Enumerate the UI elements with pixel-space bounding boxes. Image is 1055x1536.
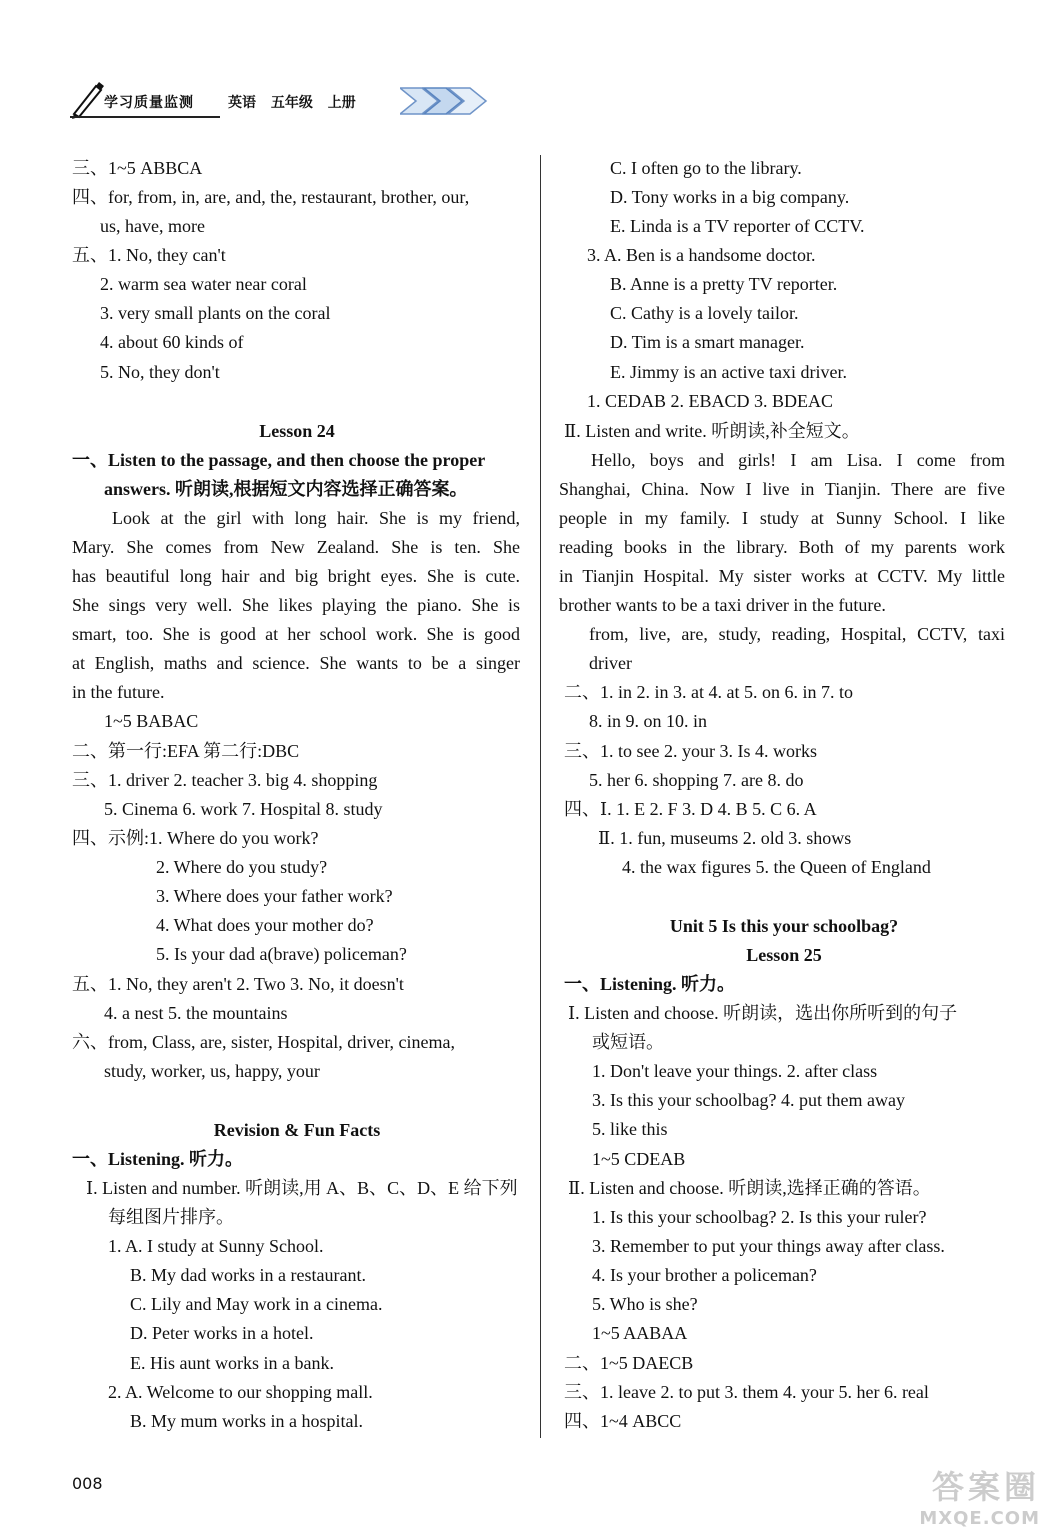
passage-line: in the future. bbox=[72, 682, 165, 702]
answer-line: E. Jimmy is an active taxi driver. bbox=[610, 362, 847, 382]
answer-line: E. His aunt works in a bank. bbox=[130, 1353, 334, 1373]
answer-line: 二、第一行:EFA 第二行:DBC bbox=[72, 741, 300, 761]
passage-line: in Tianjin Hospital. My sister works at CCTV. My little bbox=[559, 566, 1005, 586]
answer-line: 3. Remember to put your things away after class. bbox=[592, 1236, 945, 1256]
question-heading: 一、Listening. 听力。 bbox=[72, 1149, 244, 1169]
section-heading: Lesson 24 bbox=[259, 421, 335, 441]
passage-line: She sings very well. She likes playing the piano. She is bbox=[72, 595, 520, 615]
answer-line: 3. Where does your father work? bbox=[156, 886, 393, 906]
answer-line: us, have, more bbox=[100, 216, 205, 236]
answer-line: 5. No, they don't bbox=[100, 362, 220, 382]
passage-line: at English, maths and science. She wants to be a singer bbox=[72, 653, 520, 673]
answer-line: 1. Don't leave your things. 2. after class bbox=[592, 1061, 878, 1081]
answer-line: 4. the wax figures 5. the Queen of England bbox=[622, 857, 931, 877]
answer-line: 8. in 9. on 10. in bbox=[589, 711, 708, 731]
answer-line: B. Anne is a pretty TV reporter. bbox=[610, 274, 838, 294]
answer-line: 2. A. Welcome to our shopping mall. bbox=[108, 1382, 373, 1402]
answer-line: 二、1~5 DAECB bbox=[564, 1353, 694, 1373]
answer-line: 四、1~4 ABCC bbox=[564, 1411, 682, 1431]
answer-line: D. Peter works in a hotel. bbox=[130, 1323, 314, 1343]
answer-line: C. Cathy is a lovely tailor. bbox=[610, 303, 799, 323]
passage-line: Mary. She comes from New Zealand. She is ten. She bbox=[72, 537, 520, 557]
answer-line: 5. like this bbox=[592, 1119, 668, 1139]
answer-line: 2. warm sea water near coral bbox=[100, 274, 307, 294]
answer-line: 二、1. in 2. in 3. at 4. at 5. on 6. in 7. to bbox=[564, 682, 853, 702]
answer-line: 4. a nest 5. the mountains bbox=[104, 1003, 288, 1023]
passage-line: brother wants to be a taxi driver in the future. bbox=[559, 595, 886, 615]
pen-icon bbox=[70, 80, 104, 120]
answer-line: 三、1. to see 2. your 3. Is 4. works bbox=[564, 741, 817, 761]
section-heading: Lesson 25 bbox=[746, 945, 822, 965]
answer-line: 5. her 6. shopping 7. are 8. do bbox=[589, 770, 804, 790]
answer-line: 1~5 CDEAB bbox=[592, 1149, 686, 1169]
passage-line: Look at the girl with long hair. She is my friend, bbox=[112, 508, 520, 528]
answer-line: 五、1. No, they aren't 2. Two 3. No, it doesn't bbox=[72, 974, 404, 994]
answer-line: 3. A. Ben is a handsome doctor. bbox=[587, 245, 816, 265]
answer-line: 三、1. driver 2. teacher 3. big 4. shopping bbox=[72, 770, 378, 790]
subject-grade: 英语 五年级 上册 bbox=[228, 95, 356, 111]
passage-line: has beautiful long hair and big bright eyes. She is cute. bbox=[72, 566, 520, 586]
answer-line: E. Linda is a TV reporter of CCTV. bbox=[610, 216, 865, 236]
answer-line: 五、1. No, they can't bbox=[72, 245, 226, 265]
answer-line: 四、for, from, in, are, and, the, restaurant, brother, our, bbox=[72, 187, 470, 207]
answer-line: driver bbox=[589, 653, 632, 673]
question-heading: 一、Listening. 听力。 bbox=[564, 974, 736, 994]
answer-line: study, worker, us, happy, your bbox=[104, 1061, 320, 1081]
passage-line: smart, too. She is good at her school work. She is good bbox=[72, 624, 520, 644]
header-rule bbox=[70, 116, 220, 118]
answer-line: 3. Is this your schoolbag? 4. put them away bbox=[592, 1090, 905, 1110]
watermark-url: MXQE.COM bbox=[919, 1508, 1040, 1529]
answer-line: 1. Is this your schoolbag? 2. Is this your ruler? bbox=[592, 1207, 927, 1227]
answer-line: from, live, are, study, reading, Hospital, CCTV, taxi bbox=[589, 624, 1005, 644]
answer-line: 1. CEDAB 2. EBACD 3. BDEAC bbox=[587, 391, 834, 411]
answer-line: 1~5 BABAC bbox=[104, 711, 199, 731]
answer-line: Ⅰ. Listen and choose. 听朗读，选出你所听到的句子 bbox=[568, 1003, 958, 1023]
answer-line: 三、1. leave 2. to put 3. them 4. your 5. her 6. real bbox=[564, 1382, 929, 1402]
answer-line: 2. Where do you study? bbox=[156, 857, 328, 877]
question-heading: Ⅱ. Listen and write. 听朗读,补全短文。 bbox=[564, 421, 860, 441]
answer-line: C. I often go to the library. bbox=[610, 158, 802, 178]
chevron-arrows-icon bbox=[400, 84, 540, 118]
answer-line: B. My dad works in a restaurant. bbox=[130, 1265, 366, 1285]
answer-line: 5. Is your dad a(brave) policeman? bbox=[156, 944, 407, 964]
answer-line: B. My mum works in a hospital. bbox=[130, 1411, 363, 1431]
answer-line: Ⅱ. Listen and choose. 听朗读,选择正确的答语。 bbox=[568, 1178, 931, 1198]
series-title: 学习质量监测 bbox=[104, 95, 194, 111]
passage-line: reading books in the library. Both of my parents work bbox=[559, 537, 1005, 557]
watermark-logo bbox=[870, 1462, 1040, 1529]
column-divider bbox=[540, 155, 541, 1438]
watermark-top: 答案圈 bbox=[931, 1468, 1040, 1506]
passage-line: Shanghai, China. Now I live in Tianjin. There are five bbox=[559, 479, 1005, 499]
answer-line: D. Tim is a smart manager. bbox=[610, 332, 805, 352]
answer-line: 六、from, Class, are, sister, Hospital, driver, cinema, bbox=[72, 1032, 455, 1052]
answer-line: 4. about 60 kinds of bbox=[100, 332, 244, 352]
answer-line: 4. Is your brother a policeman? bbox=[592, 1265, 817, 1285]
answer-line: 三、1~5 ABBCA bbox=[72, 158, 203, 178]
passage-line: Hello, boys and girls! I am Lisa. I come from bbox=[591, 450, 1005, 470]
answer-line: 5. Who is she? bbox=[592, 1294, 698, 1314]
answer-line: 或短语。 bbox=[592, 1032, 664, 1052]
answer-line: D. Tony works in a big company. bbox=[610, 187, 850, 207]
answer-line: Ⅱ. 1. fun, museums 2. old 3. shows bbox=[598, 828, 852, 848]
answer-line: 四、Ⅰ. 1. E 2. F 3. D 4. B 5. C 6. A bbox=[564, 799, 817, 819]
page-header bbox=[70, 80, 490, 120]
question-heading: 一、Listen to the passage, and then choose the proper bbox=[72, 450, 486, 470]
answer-line: 1. A. I study at Sunny School. bbox=[108, 1236, 324, 1256]
question-heading: answers. 听朗读,根据短文内容选择正确答案。 bbox=[104, 479, 468, 499]
answer-line: 5. Cinema 6. work 7. Hospital 8. study bbox=[104, 799, 383, 819]
page-number: 008 bbox=[72, 1474, 103, 1493]
unit-heading: Unit 5 Is this your schoolbag? bbox=[669, 916, 899, 936]
answer-line: 3. very small plants on the coral bbox=[100, 303, 331, 323]
answer-line: 每组图片排序。 bbox=[108, 1207, 234, 1227]
answer-line: 1~5 AABAA bbox=[592, 1323, 688, 1343]
answer-line: C. Lily and May work in a cinema. bbox=[130, 1294, 383, 1314]
section-heading: Revision & Fun Facts bbox=[213, 1120, 381, 1140]
answer-line: 4. What does your mother do? bbox=[156, 915, 374, 935]
passage-line: people in my family. I study at Sunny School. I like bbox=[559, 508, 1005, 528]
answer-line: Ⅰ. Listen and number. 听朗读,用 A、B、C、D、E 给下列 bbox=[86, 1178, 518, 1198]
answer-line: 四、示例:1. Where do you work? bbox=[72, 828, 319, 848]
